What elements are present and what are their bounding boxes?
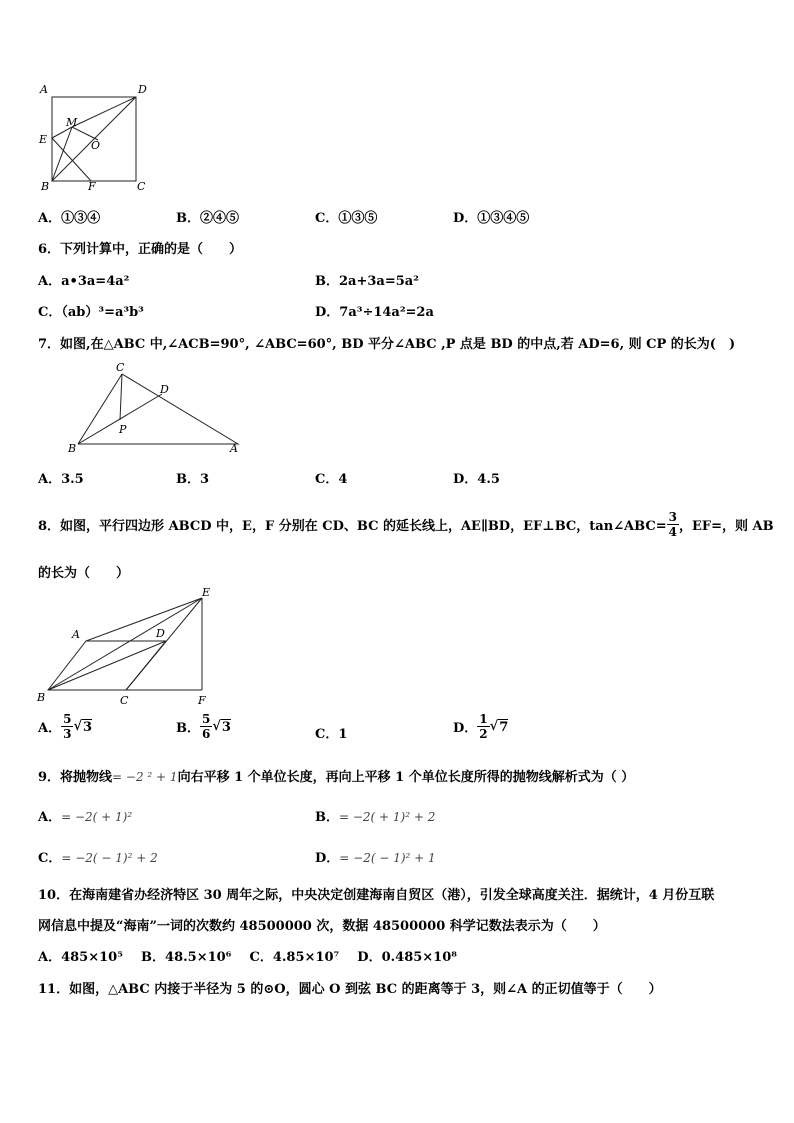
q8-fraction: $\frac{3}{4}$	[668, 510, 677, 539]
q6-option-a: A．a•3a=4a²	[38, 274, 130, 289]
q8-label-C: C	[120, 694, 129, 707]
q8-stem: 8．如图，平行四边形 ABCD 中，E，F 分别在 CD、BC 的延长线上，AE∥BD，EF⊥BC，tan∠ABC= $\frac{3}{4}$ ，EF=，则 AB	[38, 510, 774, 539]
q7-label-P: P	[119, 423, 127, 436]
q10-option-d: D．0.485×10⁸	[357, 950, 457, 965]
q7-stem: 7．如图,在△ABC 中,∠ACB=90°, ∠ABC=60°, BD 平分∠ABC ,P 点是 BD 的中点,若 AD=6, 则 CP 的长为( )	[38, 337, 736, 352]
q10-options	[38, 946, 457, 965]
q5-label-C: C	[137, 180, 146, 193]
q6-option-d: D．7a³÷14a²=2a	[315, 305, 434, 320]
q7-option-c: C．4	[315, 472, 348, 487]
q7-figure	[64, 360, 254, 456]
q9-option-c: C．= −2( − 1)² + 2	[38, 851, 158, 866]
q8-option-b: B． $\frac{5}{6}$ √ 3	[176, 712, 231, 741]
q5-label-D: D	[138, 83, 147, 96]
q8-label-E: E	[202, 586, 211, 599]
q7-option-b: B．3	[176, 472, 210, 487]
q11-stem: 11．如图，△ABC 内接于半径为 5 的⊙O，圆心 O 到弦 BC 的距离等于 3，则∠A 的正切值等于（ ）	[38, 982, 662, 997]
q8-label-A: A	[72, 628, 80, 641]
q8-option-a: A． $\frac{5}{3}$ √ 3	[38, 712, 93, 741]
q9-stem: 9．将抛物线= −2 ² + 1向右平移 1 个单位长度，再向上平移 1 个单位长度所得的抛物线解析式为（ ）	[38, 770, 635, 785]
q6-stem: 6．下列计算中，正确的是（ ）	[38, 242, 243, 257]
q5-label-A: A	[40, 83, 48, 96]
q7-label-A: A	[230, 442, 238, 455]
q7-option-a: A．3.5	[38, 472, 84, 487]
q10-stem-line1: 10．在海南建省办经济特区 30 周年之际，中央决定创建海南自贸区（港），引发全球高度关注．据统计，4 月份互联	[38, 888, 715, 903]
q5-option-c: C．①③⑤	[315, 211, 378, 226]
q5-label-E: E	[39, 133, 48, 146]
q10-stem-line2: 网信息中提及“海南”一词的次数约 48500000 次，数据 48500000 科学记数法表示为（ ）	[38, 919, 606, 934]
q8-figure	[34, 584, 224, 708]
q7-option-d: D．4.5	[453, 472, 500, 487]
q9-option-b: B．= −2( + 1)² + 2	[315, 810, 436, 825]
q9-option-d: D．= −2( − 1)² + 1	[315, 851, 436, 866]
q10-option-c: C．4.85×10⁷	[249, 950, 340, 965]
q6-option-b: B．2a+3a=5a²	[315, 274, 419, 289]
q8-label-B: B	[37, 691, 46, 704]
q7-label-C: C	[116, 361, 125, 374]
q8-stem-line2: 的长为（ ）	[38, 566, 130, 581]
q7-label-B: B	[68, 442, 77, 455]
q5-option-b: B．②④⑤	[176, 211, 240, 226]
q5-label-B: B	[41, 180, 50, 193]
q5-label-O: O	[91, 139, 101, 152]
q8-option-c: C．1	[315, 727, 348, 742]
q6-option-c: C．（ab）³=a³b³	[38, 305, 144, 320]
q5-option-a: A．①③④	[38, 211, 101, 226]
q9-option-a: A．= −2( + 1)²	[38, 810, 133, 825]
q5-figure	[36, 82, 156, 194]
q7-label-D: D	[160, 383, 169, 396]
q5-label-M: M	[66, 116, 78, 129]
q8-label-F: F	[198, 694, 206, 707]
q5-label-F: F	[88, 180, 96, 193]
q9-stem-formula: = −2 ² + 1	[112, 770, 178, 784]
q10-option-a: A．485×10⁵	[38, 950, 123, 965]
q5-option-d: D．①③④⑤	[453, 211, 530, 226]
q8-option-d: D． $\frac{1}{2}$ √ 7	[453, 712, 509, 741]
q8-label-D: D	[156, 627, 165, 640]
q10-option-b: B．48.5×10⁶	[141, 950, 232, 965]
